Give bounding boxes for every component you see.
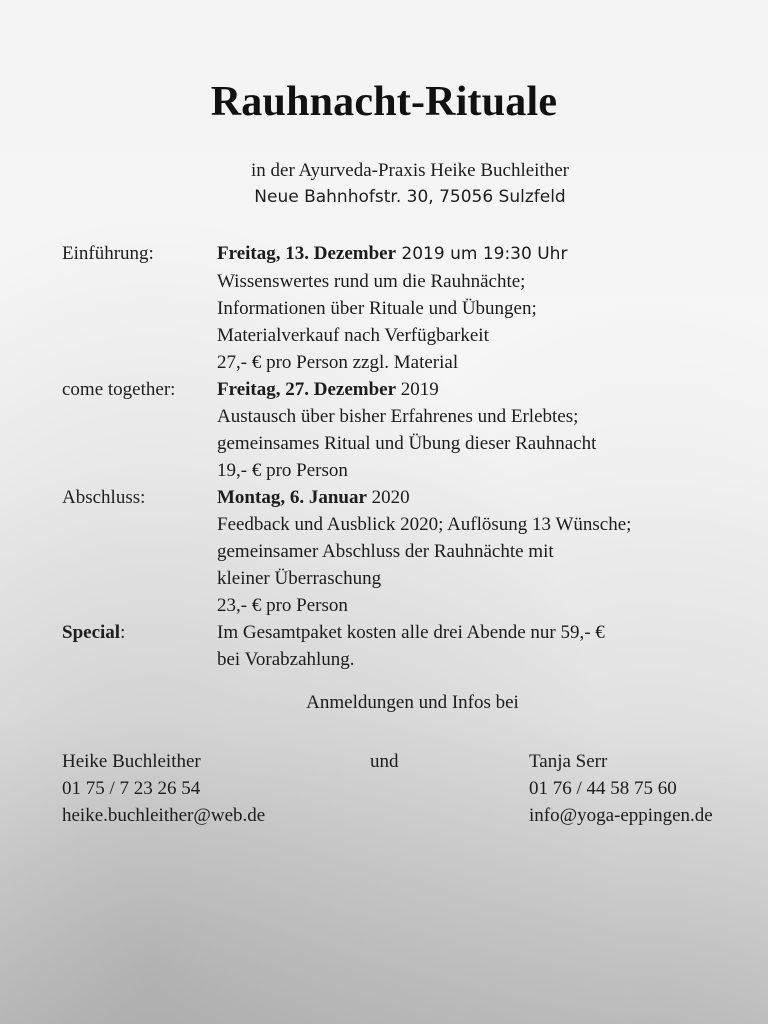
event-date [217,484,752,511]
event-date [217,240,752,268]
event-detail: Feedback und Ausblick 2020; Auflösung 13 Wünsche; [217,514,632,535]
event-label: Abschluss: [62,487,146,508]
event-introduction [62,240,752,376]
event-date [217,376,752,403]
event-price: 27,- € pro Person zzgl. Material [217,352,459,373]
event-detail: gemeinsames Ritual und Übung dieser Rauhnacht [217,433,597,454]
event-date-bold: Freitag, 13. Dezember [217,243,397,264]
contact-phone: 01 76 / 44 58 75 60 [529,778,677,799]
event-price: 19,- € pro Person [217,460,348,481]
event-date-rest: 2020 [366,487,410,508]
contact-email: info@yoga-eppingen.de [529,805,713,826]
events-list [62,240,752,673]
event-detail: gemeinsamer Abschluss der Rauhnächte mit [217,541,554,562]
signup-heading: Anmeldungen und Infos bei [306,692,519,713]
event-detail: Austausch über bisher Erfahrenes und Erlebtes; [217,406,579,427]
contact-phone: 01 75 / 7 23 26 54 [62,778,201,799]
event-date-rest: 2019 [396,379,439,400]
special-line: bei Vorabzahlung. [217,649,355,670]
contact-conjunction: und [370,751,399,772]
venue-block [0,158,768,210]
venue-line-2: Neue Bahnhofstr. 30, 75056 Sulzfeld [254,187,566,207]
event-detail: kleiner Überraschung [217,568,382,589]
event-date-rest: 2019 um 19:30 Uhr [396,244,568,264]
event-closing [62,484,752,619]
contact-email: heike.buchleither@web.de [62,805,266,826]
special-label-text: Special [62,622,121,643]
event-detail: Informationen über Rituale und Übungen; [217,298,537,319]
page-title: Rauhnacht-Rituale [210,79,558,125]
venue-line-1: in der Ayurveda-Praxis Heike Buchleither [251,160,569,181]
event-body [217,484,752,619]
special-body [217,619,752,673]
event-date-bold: Montag, 6. Januar [217,487,367,508]
contact-heike [62,748,265,829]
special-label-colon: : [120,622,126,643]
event-come-together [62,376,752,484]
special-label [62,619,217,646]
event-body [217,376,752,484]
contact-tanja [529,748,713,829]
contact-name: Heike Buchleither [62,751,201,772]
special-offer [62,619,752,673]
event-label: Einführung: [62,243,154,264]
contact-name: Tanja Serr [529,751,608,772]
event-price: 23,- € pro Person [217,595,348,616]
event-label: come together: [62,379,176,400]
event-detail: Materialverkauf nach Verfügbarkeit [217,325,489,346]
event-date-bold: Freitag, 27. Dezember [217,379,397,400]
event-detail: Wissenswertes rund um die Rauhnächte; [217,271,526,292]
event-body [217,240,752,376]
special-line: Im Gesamtpaket kosten alle drei Abende nur 59,- € [217,622,605,643]
